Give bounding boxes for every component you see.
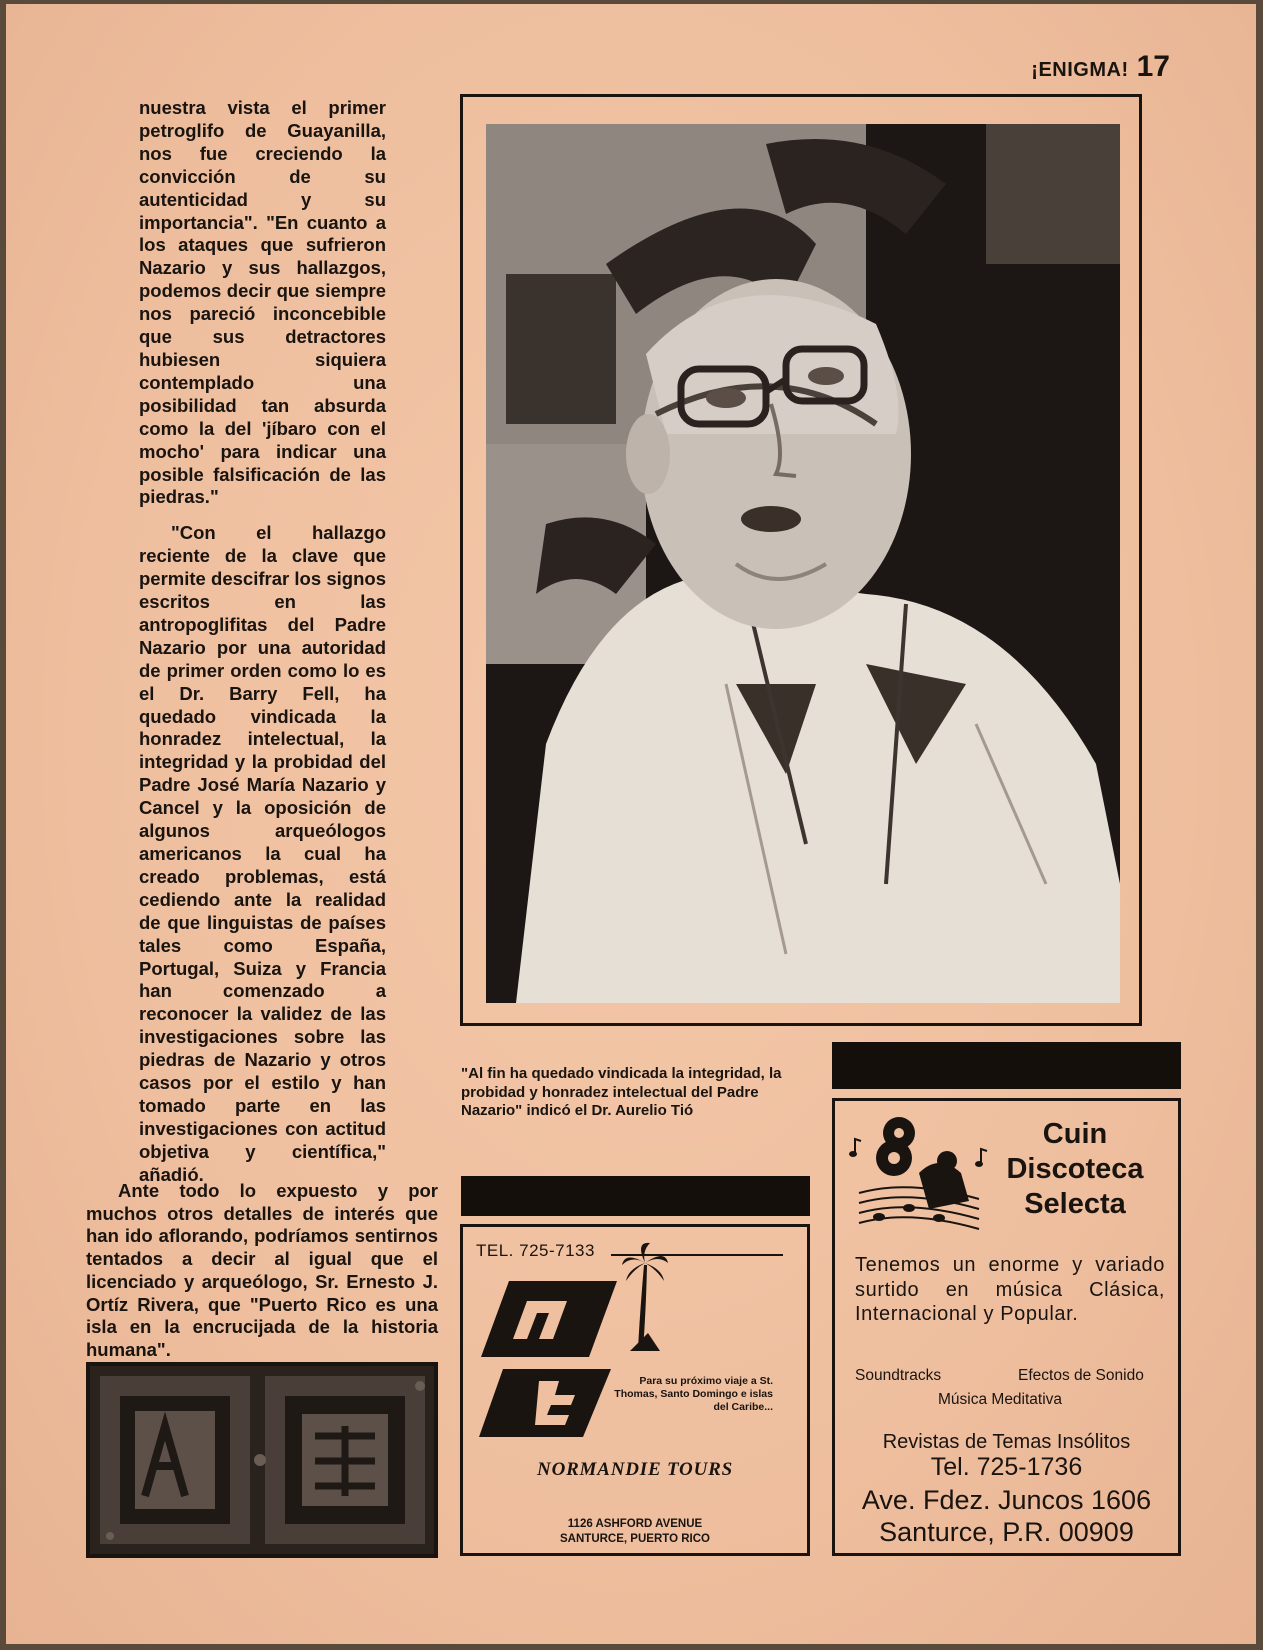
cuin-city: Santurce, P.R. 00909 [879, 1517, 1134, 1547]
normandie-tel: TEL. 725-7133 [476, 1241, 595, 1260]
normandie-tours-ad [460, 1224, 810, 1556]
article-column [139, 97, 386, 1200]
address-line-1: 1126 ASHFORD AVENUE [567, 1518, 703, 1530]
portrait-photo-frame [460, 94, 1142, 1026]
cuin-title-line-2: Discoteca [1006, 1153, 1144, 1185]
address-line-2: SANTURCE, PUERTO RICO [560, 1533, 710, 1545]
cuin-title-line-1: Cuin [1042, 1118, 1108, 1150]
normandie-promo: Para su próximo viaje a St. Thomas, Santo Domingo e islas del Caribe... [614, 1375, 773, 1413]
cuin-soundtracks: Soundtracks [855, 1367, 942, 1384]
palm-tree-icon [620, 1241, 670, 1351]
page-header [1031, 50, 1170, 84]
cuin-revistas: Revistas de Temas Insólitos [882, 1431, 1131, 1453]
page-number: 17 [1136, 50, 1170, 83]
normandie-name: NORMANDIE TOURS [537, 1459, 733, 1480]
article-paragraph-2: "Con el hallazgo reciente de la clave que permite descifrar los signos escritos en las antropoglifitas del Padre Nazario por una autoridad de primer orden como lo es el Dr. Barry Fell, ha quedado vindicada la honradez intelectual, la integridad y la probidad del Padre José María Nazario y Cancel y la oposición de algunos arqueólogos americanos la cual ha creado problemas, está cediendo ante la realidad de que linguistas de países tales como España, Portugal, Suiza y Francia han comenzado a reconocer la validez de las investigaciones sobre las piedras de Nazario y otros casos por el estilo y han tomado parte en las investigaciones con actitud objetiva y científica," añadió. [139, 522, 386, 1185]
portrait-photo [486, 124, 1120, 1003]
magazine-page [6, 4, 1256, 1644]
petroglyph-graphic [90, 1366, 434, 1554]
cuin-discoteca-ad [832, 1098, 1181, 1556]
normandie-address [463, 1517, 807, 1547]
cuin-title-line-3: Selecta [1024, 1188, 1126, 1220]
black-bar-left [461, 1176, 810, 1216]
black-bar-right [832, 1042, 1181, 1089]
cuin-address: Ave. Fdez. Juncos 1606 [861, 1485, 1152, 1515]
magazine-name: ¡ENIGMA! [1031, 59, 1129, 81]
photo-caption: "Al fin ha quedado vindicada la integridad, la probidad y honradez intelectual del Padre Nazario" indicó el Dr. Aurelio Tió [461, 1065, 782, 1119]
portrait-photo-graphic [486, 124, 1120, 1003]
article-paragraph-3: Ante todo lo expuesto y por muchos otros detalles de interés que han ido aflorando, podríamos sentirnos tentados a decir al igual que el licenciado y arqueólogo, Sr. Ernesto J. Ortíz Rivera, que "Puerto Rico es una isla en la encrucijada de la historia humana". [86, 1180, 438, 1360]
cuin-telephone: Tel. 725-1736 [930, 1453, 1083, 1481]
cuin-efectos: Efectos de Sonido [1018, 1367, 1144, 1384]
cuin-description: Tenemos un enorme y variado surtido en música Clásica, Internacional y Popular. [855, 1254, 1165, 1325]
cuin-musica-meditativa: Música Meditativa [938, 1391, 1063, 1408]
nt-logo-icon [479, 1277, 619, 1439]
cuin-title [985, 1117, 1165, 1222]
article-paragraph-1: nuestra vista el primer petroglifo de Guayanilla, nos fue creciendo la convicción de su autenticidad y su importancia". "En cuanto a los ataques que sufrieron Nazario y sus hallazgos, podemos decir que siempre nos pareció inconcebible que sus detractores hubiesen siquiera contemplado una posibilidad tan absurda como la del 'jíbaro con el mocho' para indicar una posible falsificación de las piedras." [139, 97, 386, 508]
music-illustration-icon [849, 1113, 989, 1238]
petroglyph-photo [86, 1362, 438, 1558]
